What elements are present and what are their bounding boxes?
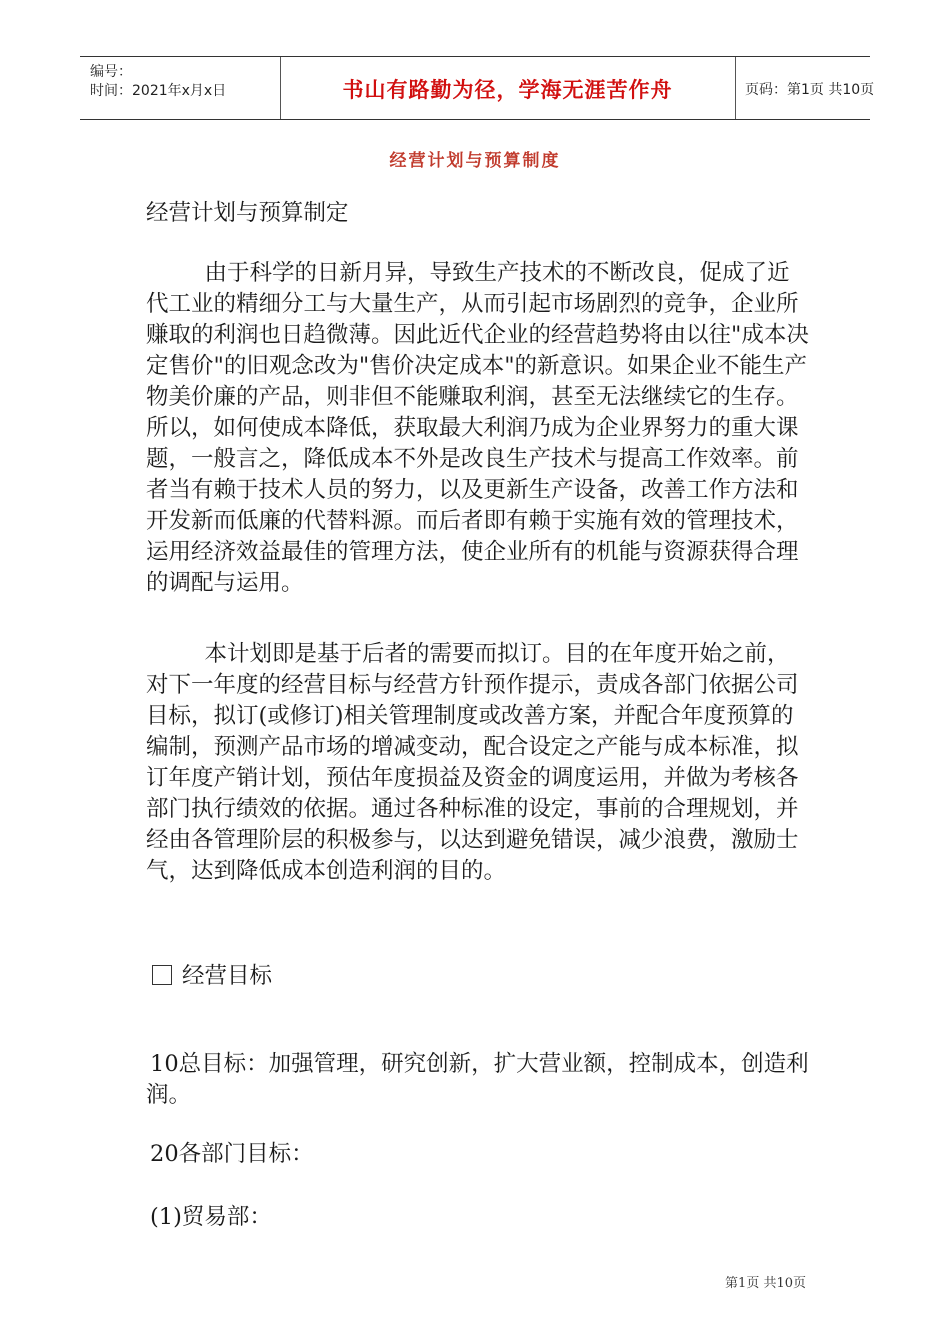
header-page-info: 页码：第1页 共10页: [745, 82, 875, 98]
header-time-label: 时间：2021年x月x日: [90, 83, 227, 99]
document-subtitle: [146, 198, 810, 229]
item-1-text: 10总目标：加强管理，研究创新，扩大营业额，控制成本，创造利润。: [146, 1051, 809, 1108]
header-motto: 书山有路勤为径，学海无涯苦作舟: [342, 78, 673, 102]
header-meta-cell: [80, 57, 281, 119]
document-title: 经营计划与预算制度: [389, 151, 561, 171]
header-number-label: 编号：: [90, 64, 132, 80]
list-item: [146, 1049, 810, 1111]
section-heading: [146, 961, 810, 992]
list-item: [146, 1202, 810, 1233]
item-3-text: (1)贸易部：: [150, 1204, 272, 1230]
document-header: [80, 56, 875, 120]
paragraph-1-text: 由于科学的日新月异，导致生产技术的不断改良，促成了近代工业的精细分工与大量生产，从而引起市场剧烈的竞争，企业所赚取的利润也日趋微薄。因此近代企业的经营趋势将由以往"成本决定售价"的旧观念改为"售价决定成本"的新意识。如果企业不能生产物美价廉的产品，则非但不能赚取利润，甚至无法继续它的生存。所以，如何使成本降低，获取最大利润乃成为企业界努力的重大课题，一般言之，降低成本不外是改良生产技术与提高工作效率。前者当有赖于技术人员的努力，以及更新生产设备，改善工作方法和开发新而低廉的代替料源。而后者即有赖于实施有效的管理技术，运用经济效益最佳的管理方法，使企业所有的机能与资源获得合理的调配与运用。: [146, 260, 809, 596]
header-page-cell: [735, 57, 875, 119]
list-item: [146, 1139, 810, 1170]
paragraph-1: [146, 258, 810, 599]
footer-page-info: 第1页 共10页: [725, 1276, 806, 1291]
subtitle-text: 经营计划与预算制定: [146, 200, 349, 226]
section-heading-text: 经营目标: [182, 963, 273, 989]
paragraph-2-text: 本计划即是基于后者的需要而拟订。目的在年度开始之前，对下一年度的经营目标与经营方针预作提示，责成各部门依据公司目标，拟订(或修订)相关管理制度或改善方案，并配合年度预算的编制，预测产品市场的增减变动，配合设定之产能与成本标准，拟订年度产销计划，预估年度损益及资金的调度运用，并做为考核各部门执行绩效的依据。通过各种标准的设定，事前的合理规划，并经由各管理阶层的积极参与，以达到避免错误，减少浪费，激励士气，达到降低成本创造利润的目的。: [146, 641, 799, 884]
checkbox-bullet-icon: [152, 965, 172, 985]
paragraph-2: [146, 639, 810, 887]
header-motto-cell: [280, 57, 736, 119]
item-2-text: 20各部门目标：: [150, 1141, 314, 1167]
